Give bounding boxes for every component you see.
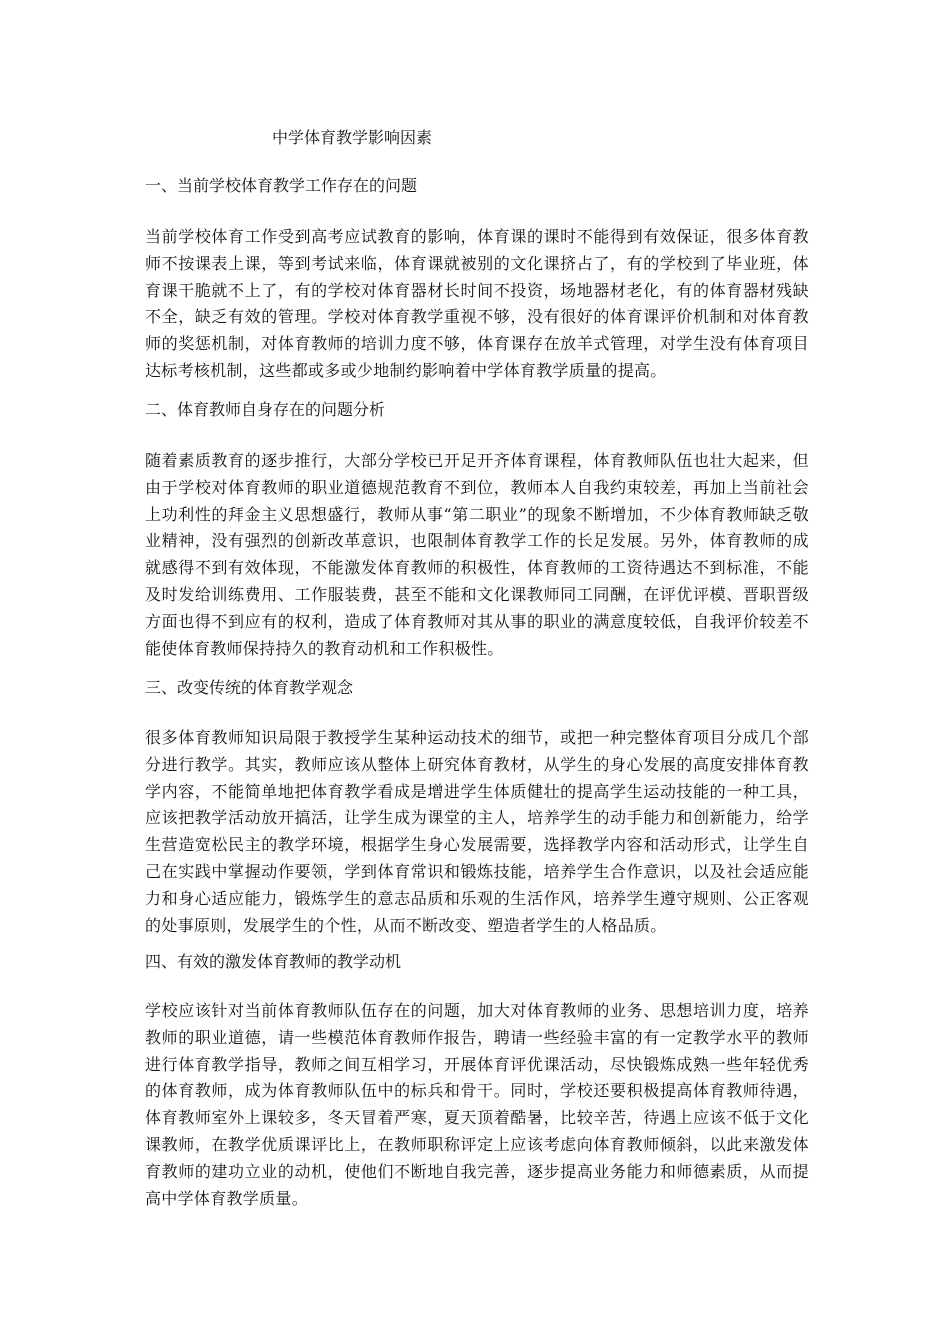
section-4-paragraph: 学校应该针对当前体育教师队伍存在的问题，加大对体育教师的业务、思想培训力度，培养教师的职业道德，请一些模范体育教师作报告，聘请一些经验丰富的有一定教学水平的教师进行体育教学指导，教师之间互相学习，开展体育评优课活动，尽快锻炼成熟一些年轻优秀的体育教师，成为体育教师队伍中的标兵和骨干。同时，学校还要积极提高体育教师待遇，体育教师室外上课较多，冬天冒着严寒，夏天顶着酷暑，比较辛苦，待遇上应该不低于文化课教师，在教学优质课评比上，在教师职称评定上应该考虑向体育教师倾斜，以此来激发体育教师的建功立业的动机，使他们不断地自我完善，逐步提高业务能力和师德素质，从而提高中学体育教学质量。	[145, 1001, 809, 1208]
section-3-heading: 三、改变传统的体育教学观念	[145, 678, 354, 697]
section-2-paragraph: 随着素质教育的逐步推行，大部分学校已开足开齐体育课程，体育教师队伍也壮大起来，但由于学校对体育教师的职业道德规范教育不到位，教师本人自我约束较差，再加上当前社会上功利性的拜金主义思想盛行，教师从事“第二职业”的现象不断增加，不少体育教师缺乏敬业精神，没有强烈的创新改革意识，也限制体育教学工作的长足发展。另外，体育教师的成就感得不到有效体现，不能激发体育教师的积极性，体育教师的工资待遇达不到标准，不能及时发给训练费用、工作服装费，甚至不能和文化课教师同工同酬，在评优评模、晋职晋级方面也得不到应有的权利，造成了体育教师对其从事的职业的满意度较低，自我评价较差不能使体育教师保持持久的教育动机和工作积极性。	[145, 451, 809, 658]
section-4-heading: 四、有效的激发体育教师的教学动机	[145, 952, 402, 971]
section-1-heading: 一、当前学校体育教学工作存在的问题	[145, 176, 418, 195]
section-1-paragraph: 当前学校体育工作受到高考应试教育的影响，体育课的课时不能得到有效保证，很多体育教师不按课表上课，等到考试来临，体育课就被别的文化课挤占了，有的学校到了毕业班，体育课干脆就不上了，有的学校对体育器材长时间不投资，场地器材老化，有的体育器材残缺不全，缺乏有效的管理。学校对体育教学重视不够，没有很好的体育课评价机制和对体育教师的奖惩机制，对体育教师的培训力度不够，体育课存在放羊式管理，对学生没有体育项目达标考核机制，这些都或多或少地制约影响着中学体育教学质量的提高。	[145, 227, 809, 380]
section-3-paragraph: 很多体育教师知识局限于教授学生某种运动技术的细节，或把一种完整体育项目分成几个部分进行教学。其实，教师应该从整体上研究体育教材，从学生的身心发展的高度安排体育教学内容，不能简单地把体育教学看成是增进学生体质健壮的提高学生运动技能的一种工具，应该把教学活动放开搞活，让学生成为课堂的主人，培养学生的动手能力和创新能力，给学生营造宽松民主的教学环境，根据学生身心发展需要，选择教学内容和活动形式，让学生自己在实践中掌握动作要领，学到体育常识和锻炼技能，培养学生合作意识，以及社会适应能力和身心适应能力，锻炼学生的意志品质和乐观的生活作风，培养学生遵守规则、公正客观的处事原则，发展学生的个性，从而不断改变、塑造者学生的人格品质。	[145, 728, 809, 935]
section-2-heading: 二、体育教师自身存在的问题分析	[145, 400, 386, 419]
document-title: 中学体育教学影响因素	[272, 128, 433, 147]
